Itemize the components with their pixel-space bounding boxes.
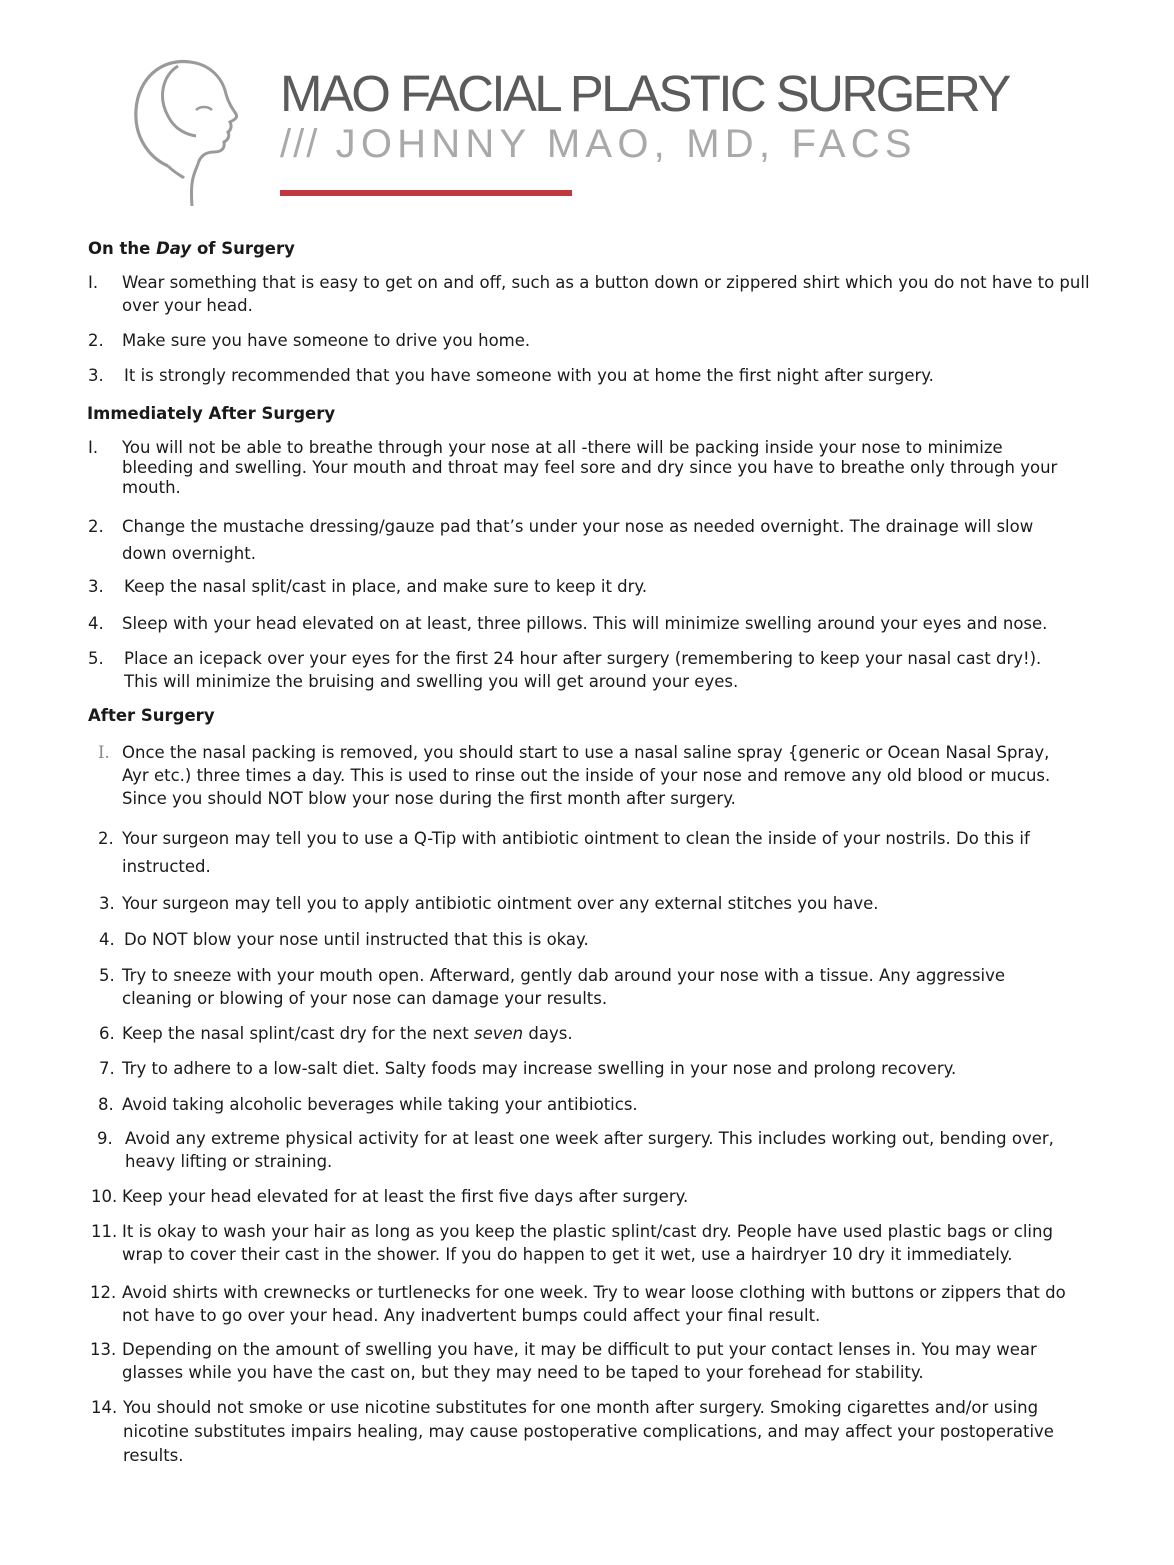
item-text: Once the nasal packing is removed, you should start to use a nasal saline spray {generic or Ocean Nasal Spray, Ayr etc.) three times a day. This is used to rinse out the inside of your nose and remove any old blood or mucus. Since you should NOT blow your nose during the first month after surgery. — [122, 743, 1051, 808]
item-text: Keep your head elevated for at least the first five days after surgery. — [122, 1187, 689, 1206]
item-text: It is okay to wash your hair as long as you keep the plastic splint/cast dry. People have used plastic bags or cling wrap to cover their cast in the shower. If you do happen to get it wet, use a hairdryer 10 dry it immediately. — [122, 1222, 1053, 1264]
list-item — [88, 964, 1048, 1010]
item-text: You should not smoke or use nicotine substitutes for one month after surgery. Smoking cigarettes and/or using nicotine substitutes impairs healing, may cause postoperative complications, and may affect your postoperative results. — [123, 1398, 1054, 1465]
item-number: 13. — [90, 1340, 117, 1359]
section-heading-immediately-after: Immediately After Surgery — [87, 404, 336, 423]
letterhead — [128, 52, 1028, 212]
list-item — [88, 575, 1098, 598]
item-number: 8. — [98, 1095, 114, 1114]
item-number: 2. — [88, 331, 104, 350]
item-number: 10. — [91, 1187, 118, 1206]
face-profile-icon — [128, 56, 248, 206]
item-number: 3. — [88, 366, 104, 385]
item-text: Avoid shirts with crewnecks or turtlenecks for one week. Try to wear loose clothing with buttons or zippers that do not have to go over your head. Any inadvertent bumps could affect your final result. — [122, 1283, 1066, 1325]
item-number: 9. — [97, 1129, 113, 1148]
heading-text: of Surgery — [196, 239, 295, 258]
list-item — [88, 364, 1098, 387]
item-number: 12. — [90, 1283, 117, 1302]
list-item — [88, 647, 1048, 693]
item-text: Change the mustache dressing/gauze pad that’s under your nose as needed overnight. The drainage will slow down overnight. — [122, 517, 1034, 563]
list-item — [88, 928, 1098, 951]
practice-name: MAO FACIAL PLASTIC SURGERY — [280, 65, 1009, 122]
item-text-part: Keep the nasal splint/cast dry for the next — [122, 1024, 469, 1043]
list-item — [88, 329, 1098, 352]
list-item — [88, 1220, 1068, 1266]
item-text: Make sure you have someone to drive you home. — [122, 331, 531, 350]
item-text: Do NOT blow your nose until instructed that this is okay. — [124, 930, 589, 949]
item-number: 4. — [88, 614, 104, 633]
item-text-part: days. — [528, 1024, 573, 1043]
item-number: 4. — [99, 930, 115, 949]
list-item — [88, 892, 1098, 915]
item-number: 11. — [91, 1222, 118, 1241]
decorative-slashes: /// — [280, 122, 320, 166]
item-number: 3. — [88, 577, 104, 596]
item-number: I. — [88, 273, 99, 292]
accent-divider — [280, 190, 572, 196]
list-item — [88, 1057, 1098, 1080]
item-number: I. — [88, 438, 99, 457]
item-number: 14. — [91, 1398, 118, 1417]
item-number: 7. — [99, 1059, 115, 1078]
list-item — [88, 513, 1048, 567]
item-text: Your surgeon may tell you to apply antibiotic ointment over any external stitches you have. — [122, 894, 879, 913]
list-item — [88, 271, 1098, 317]
list-item — [88, 1396, 1068, 1468]
item-number: 6. — [99, 1024, 115, 1043]
item-text: Place an icepack over your eyes for the first 24 hour after surgery (remembering to keep your nasal cast dry!). This will minimize the bruising and swelling you will get around your eyes. — [124, 649, 1042, 691]
item-text: Your surgeon may tell you to use a Q-Tip with antibiotic ointment to clean the inside of your nostrils. Do this if instructed. — [122, 829, 1030, 876]
item-text: Wear something that is easy to get on and off, such as a button down or zippered shirt which you do not have to pull over your head. — [122, 273, 1090, 315]
section-heading-day-of-surgery — [88, 239, 295, 258]
item-text: Keep the nasal split/cast in place, and make sure to keep it dry. — [124, 577, 648, 596]
item-text: Try to adhere to a low-salt diet. Salty foods may increase swelling in your nose and prolong recovery. — [122, 1059, 957, 1078]
list-item — [88, 1127, 1068, 1173]
item-number: 2. — [88, 517, 104, 536]
item-number: 2. — [98, 829, 114, 848]
doctor-name-text: JOHNNY MAO, MD, FACS — [335, 122, 917, 166]
item-text: It is strongly recommended that you have someone with you at home the first night after surgery. — [124, 366, 934, 385]
item-number: 5. — [99, 966, 115, 985]
list-item — [88, 438, 1068, 498]
item-text-emphasis: seven — [474, 1024, 524, 1043]
list-item — [88, 741, 1068, 810]
list-item — [88, 1338, 1048, 1384]
item-number: 3. — [99, 894, 115, 913]
item-text: You will not be able to breathe through your nose at all -there will be packing inside your nose to minimize bleeding and swelling. Your mouth and throat may feel sore and dry since you have to breathe only through your mouth. — [122, 438, 1058, 497]
item-text: Sleep with your head elevated on at least, three pillows. This will minimize swelling around your eyes and nose. — [122, 614, 1048, 633]
list-item — [88, 1185, 1098, 1208]
heading-text: On the — [88, 239, 151, 258]
heading-emphasis: Day — [156, 239, 192, 258]
item-text: Depending on the amount of swelling you have, it may be difficult to put your contact lenses in. You may wear glasses while you have the cast on, but they may need to be taped to your forehead for stability. — [122, 1340, 1037, 1382]
item-number: 5. — [88, 649, 104, 668]
item-text: Try to sneeze with your mouth open. Afterward, gently dab around your nose with a tissue. Any aggressive cleaning or blowing of your nose can damage your results. — [122, 966, 1006, 1008]
list-item — [88, 1022, 1098, 1045]
list-item — [88, 825, 1038, 881]
item-number: I. — [98, 743, 110, 762]
list-item — [88, 1281, 1088, 1327]
item-text — [122, 1022, 1098, 1045]
item-text: Avoid taking alcoholic beverages while taking your antibiotics. — [122, 1095, 638, 1114]
section-heading-after-surgery: After Surgery — [88, 706, 215, 725]
item-text: Avoid any extreme physical activity for at least one week after surgery. This includes working out, bending over, heavy lifting or straining. — [125, 1129, 1054, 1171]
doctor-name — [280, 122, 917, 167]
list-item — [88, 1093, 1098, 1116]
list-item — [88, 612, 1098, 635]
